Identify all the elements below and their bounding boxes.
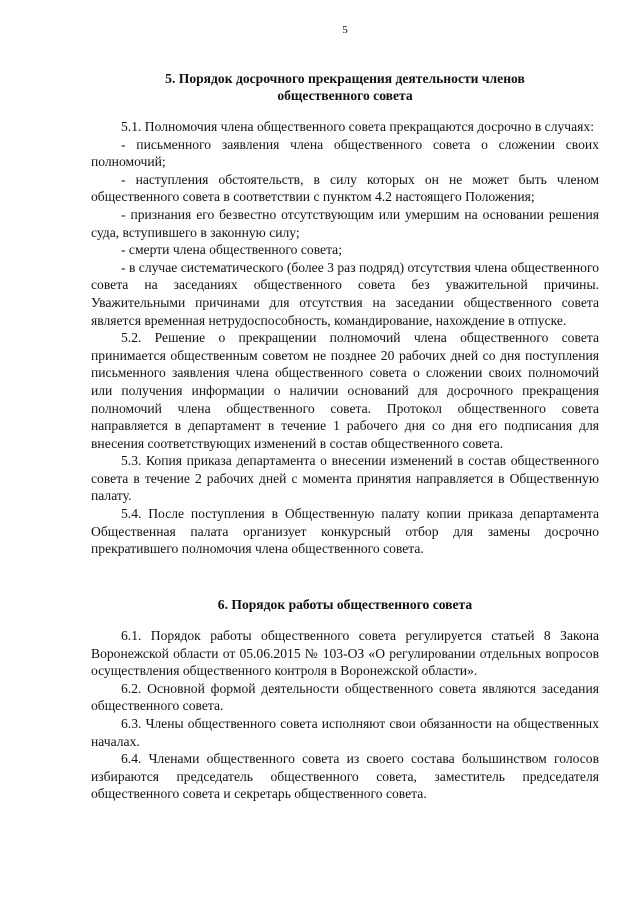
paragraph-6-2: 6.2. Основной формой деятельности общественного совета являются заседания общественного совета. [91, 680, 599, 714]
section-5-heading-line-2: общественного совета [277, 88, 413, 103]
list-item-death: - смерти члена общественного совета; [121, 242, 342, 258]
list-item-resignation: - письменного заявления члена общественного совета о сложении своих полномочий; [91, 136, 599, 170]
paragraph-6-1: 6.1. Порядок работы общественного совета регулируется статьей 8 Закона Воронежской области от 05.06.2015 № 103-ОЗ «О регулировании отдельных вопросов осуществления общественного контроля в Воронежской области». [91, 628, 599, 679]
paragraph-5-1: 5.1. Полномочия члена общественного совета прекращаются досрочно в случаях: [121, 119, 594, 134]
list-item-circumstances: - наступления обстоятельств, в силу которых он не может быть членом общественного совета в соответствии с пунктом 4.2 настоящего Положения; [91, 171, 599, 205]
paragraph-6-4: 6.4. Членами общественного совета из своего состава большинством голосов избираются председатель общественного совета, заместитель председателя общественного совета и секретарь общественного совета. [91, 751, 599, 802]
page-number: 5 [342, 24, 348, 36]
paragraph-5-4: 5.4. После поступления в Общественную палату копии приказа департамента Общественная палата организует конкурсный отбор для замены досрочно прекратившего полномочия члена общественного совета. [91, 506, 599, 557]
section-5-body [91, 118, 599, 558]
list-item-missing-or-dead: - признания его безвестно отсутствующим или умершим на основании решения суда, вступившего в законную силу; [91, 206, 599, 240]
section-5-heading [91, 70, 599, 104]
paragraph-5-3: 5.3. Копия приказа департамента о внесении изменений в состав общественного совета в течение 2 рабочих дней с момента принятия направляется в Общественную палату. [91, 453, 599, 504]
section-6-body [91, 627, 599, 803]
section-6-heading: 6. Порядок работы общественного совета [217, 597, 473, 612]
paragraph-6-3: 6.3. Члены общественного совета исполняют свои обязанности на общественных началах. [91, 715, 599, 749]
list-item-absence: - в случае систематического (более 3 раз подряд) отсутствия члена общественного совета на заседаниях общественного совета без уважительной причины. Уважительными причинами для отсутствия на заседании общественного совета является временная нетрудоспособность, командирование, нахождение в отпуске. [91, 259, 599, 328]
section-5-heading-line-1: 5. Порядок досрочного прекращения деятельности членов [165, 71, 525, 86]
paragraph-5-2: 5.2. Решение о прекращении полномочий члена общественного совета принимается общественным советом не позднее 20 рабочих дней со дня поступления письменного заявления члена общественного совета о сложении своих полномочий или получения информации о наличии оснований для досрочного прекращения полномочий члена общественного совета. Протокол общественного совета направляется в департамент в течение 1 рабочего дня со дня его подписания для внесения соответствующих изменений в состав общественного совета. [91, 330, 599, 451]
